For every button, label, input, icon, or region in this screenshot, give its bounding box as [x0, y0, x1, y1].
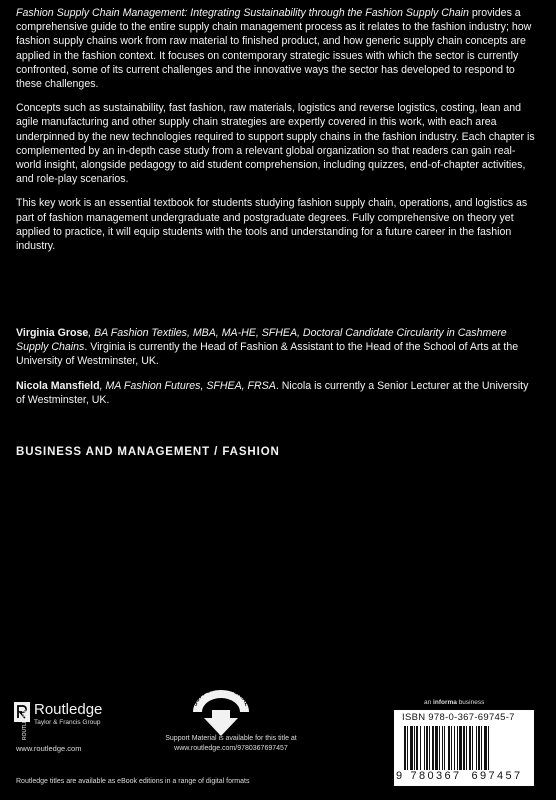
support-material-caption: [151, 734, 311, 754]
subject-category: BUSINESS AND MANAGEMENT / FASHION: [16, 446, 280, 458]
barcode-bar: [429, 726, 430, 770]
barcode-bar: [478, 726, 480, 770]
support-material-caption-line2: www.routledge.com/9780367697457: [174, 745, 288, 752]
informa-prefix: an: [424, 699, 434, 706]
barcode-bar: [407, 726, 408, 770]
barcode-bar: [416, 726, 418, 770]
barcode-digits: [396, 770, 528, 782]
barcode-bars: [404, 726, 528, 770]
barcode-bar: [410, 726, 413, 770]
author-credentials: , MA Fashion Futures, SFHEA, FRSA: [99, 379, 276, 392]
isbn-label: ISBN 978-0-367-69745-7: [402, 712, 515, 723]
author-name: Virginia Grose: [16, 327, 89, 339]
barcode-bar: [444, 726, 445, 770]
barcode-bar: [457, 726, 458, 770]
svg-text:ROUTLEDGE: ROUTLEDGE: [22, 708, 28, 740]
barcode-bar: [442, 726, 443, 770]
barcode-digit-prefix: 9: [396, 770, 403, 782]
author-bio-grose: [16, 326, 540, 369]
blurb-paragraph-2: Concepts such as sustainability, fast fashion, raw materials, logistics and reverse logistics, costing, lean and agile manufacturing and other supply chain strategies are expertly covered in this work, with each area underpinned by the new technologies required to support supply chains in the fashion industry. Each chapter is complemented by an in-depth case study from a relevant global organization so that readers can gain real-world insight, alongside pedagogy to aid student comprehension, including quizzes, end-of-chapter activities, and role-play scenarios.: [16, 102, 535, 186]
informa-suffix: business: [456, 699, 485, 706]
barcode-bar: [488, 726, 489, 770]
barcode-bar: [481, 726, 482, 770]
barcode-bar: [414, 726, 415, 770]
barcode-bar: [469, 726, 471, 770]
support-material-caption-line1: Support Material is available for this title at: [165, 735, 297, 742]
barcode-bar: [424, 726, 425, 770]
barcode-bar: [463, 726, 465, 770]
publisher-name: Routledge: [34, 701, 103, 718]
barcode-bar: [448, 726, 450, 770]
barcode-bar: [432, 726, 434, 770]
author-bio-text: . Nicola is currently a Senior Lecturer at the University of Westminster, UK.: [16, 379, 529, 406]
author-name: Nicola Mansfield: [16, 379, 100, 392]
author-bios: [16, 326, 540, 417]
publisher-url: www.routledge.com: [16, 744, 82, 753]
barcode-bar: [451, 726, 452, 770]
support-material-badge-icon: [190, 686, 252, 738]
author-bio-text: . Virginia is currently the Head of Fashion & Assistant to the Head of the School of Arts at the University of Westminster, UK.: [16, 341, 519, 368]
barcode-bar: [426, 726, 428, 770]
barcode-bar: [404, 726, 406, 770]
barcode-bar: [466, 726, 467, 770]
barcode-bar: [454, 726, 455, 770]
informa-name: informa: [433, 699, 457, 706]
barcode-bar: [420, 726, 421, 770]
barcode-digits-right: 697457: [471, 770, 523, 782]
informa-business-label: [424, 699, 484, 706]
isbn-barcode: [394, 710, 534, 786]
barcode-bar: [476, 726, 477, 770]
blurb-paragraph-1-text: provides a comprehensive guide to the entire supply chain management process as it relates to the fashion industry; how fashion supply chains work from raw material to finished product, and how generic supply chain concepts are applied in the fashion context. It focuses on contemporary strategic issues with which the sector is currently confronted, some of its current challenges and the innovative ways the sector has developed to respond to these challenges.: [16, 7, 532, 91]
routledge-logo-icon: [14, 702, 30, 742]
ebook-note: Routledge titles are available as eBook editions in a range of digital formats: [16, 778, 250, 785]
blurb-paragraph-3: This key work is an essential textbook for students studying fashion supply chain, operations, and logistics as part of fashion management undergraduate and postgraduate degrees. Fully comprehensive on theory yet applied to practice, it will equip students with the tools and understanding for a future career in the fashion industry.: [16, 197, 528, 253]
author-credentials: , BA Fashion Textiles, MBA, MA-HE, SFHEA, Doctoral Candidate Circularity in Cashmere Supply Chains: [16, 327, 507, 354]
barcode-bar: [435, 726, 438, 770]
support-material-badge-text: SUPPORT MATERIAL: [191, 686, 251, 708]
description-blurb: [16, 6, 540, 263]
barcode-bar: [439, 726, 440, 770]
author-bio-mansfield: [16, 379, 540, 407]
publisher-logo: [14, 702, 102, 742]
blurb-paragraph-1: [16, 6, 540, 91]
barcode-bar: [484, 726, 487, 770]
barcode-bar: [472, 726, 473, 770]
publisher-group: Taylor & Francis Group: [34, 719, 101, 726]
book-title: Fashion Supply Chain Management: Integrating Sustainability through the Fashion Supply Chain: [16, 7, 469, 19]
barcode-bar: [459, 726, 462, 770]
barcode-digits-left: 780367: [410, 770, 462, 782]
